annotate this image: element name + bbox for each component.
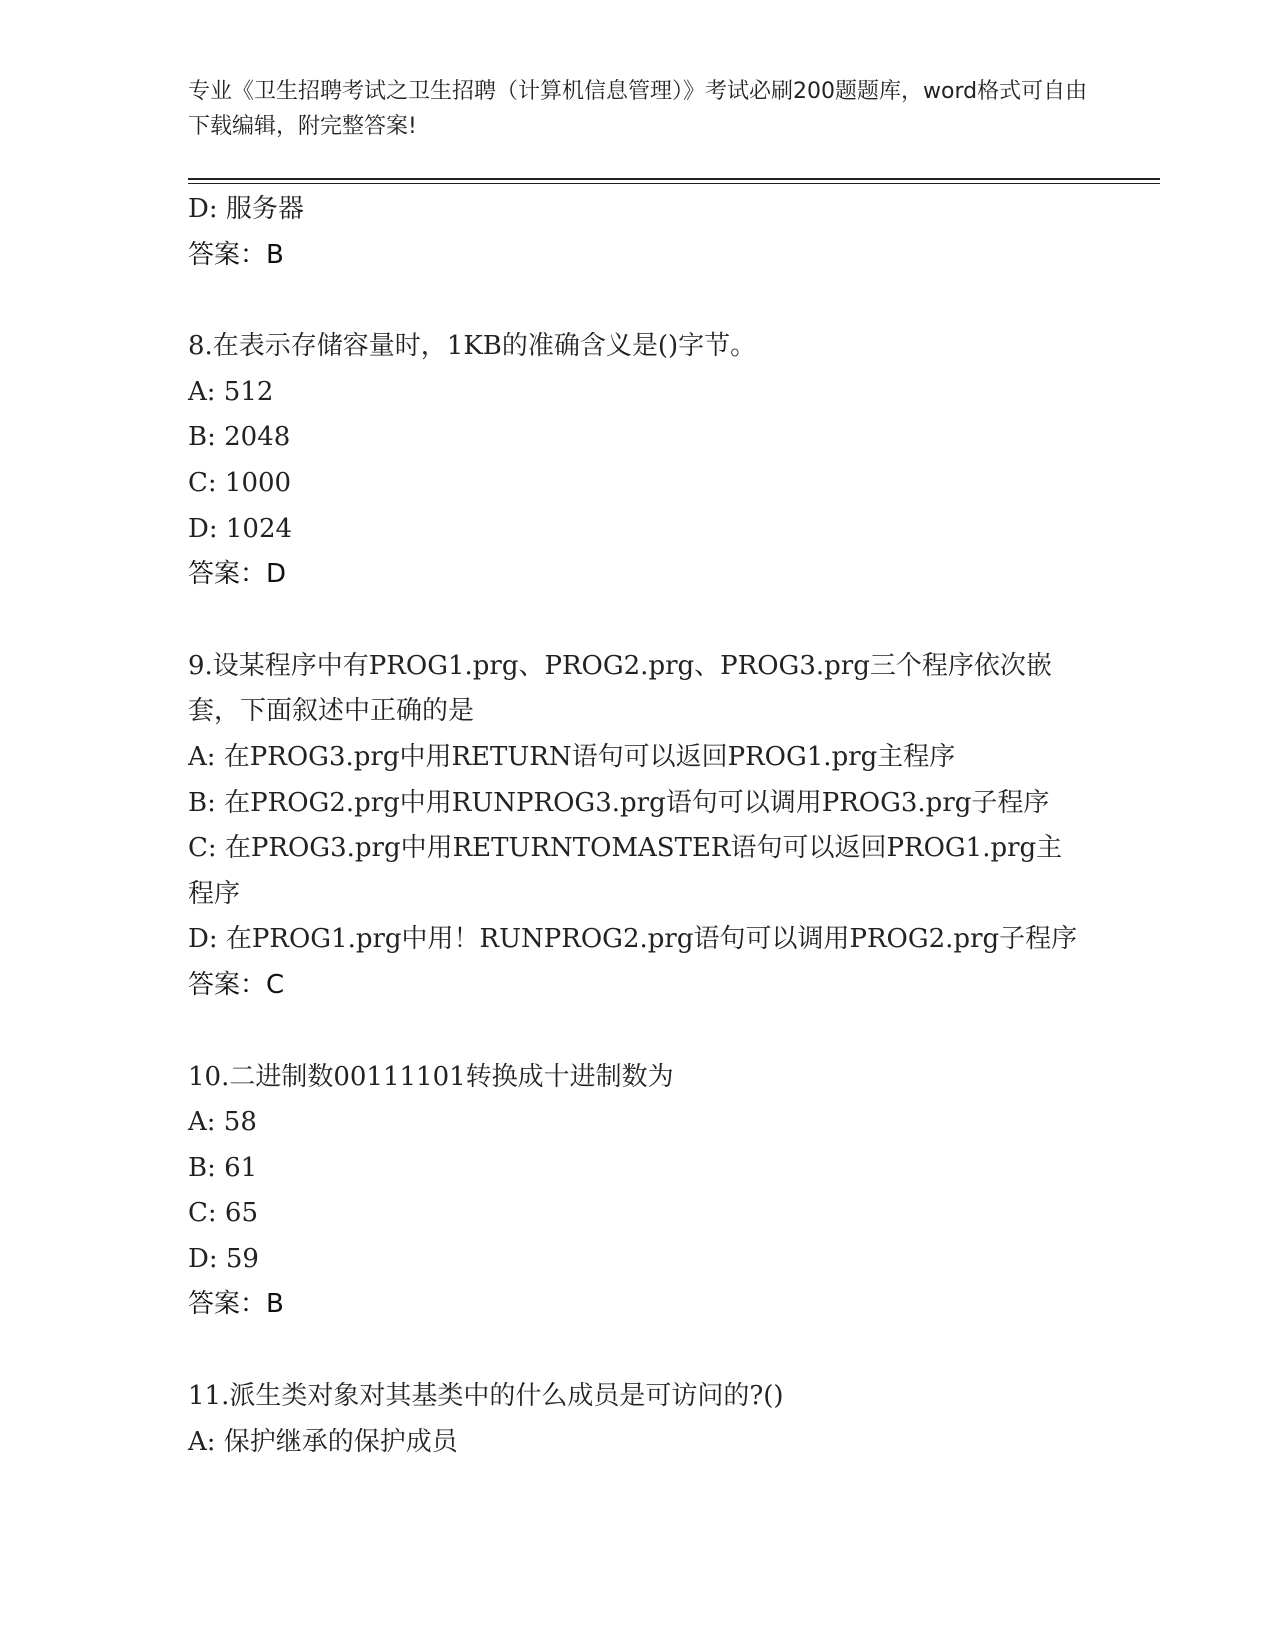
question-10-answer: 答案：B xyxy=(188,1289,284,1320)
question-10-option-d: D: 59 xyxy=(188,1243,259,1274)
question-8-option-c: C: 1000 xyxy=(188,467,292,498)
question-9-option-d: D: 在PROG1.prg中用！RUNPROG2.prg语句可以调用PROG2.prg子程序 xyxy=(188,924,1078,955)
spacer xyxy=(188,1009,1088,1055)
question-list xyxy=(188,187,1088,1465)
option-d: D: 服务器 xyxy=(188,194,304,224)
question-9-text: 9.设某程序中有PROG1.prg、PROG2.prg、PROG3.prg三个程序依次嵌套，下面叙述中正确的是 xyxy=(188,650,1052,727)
spacer xyxy=(188,598,1088,644)
question-8-option-d: D: 1024 xyxy=(188,513,293,544)
question-8-answer: 答案：D xyxy=(188,559,287,590)
spacer xyxy=(188,278,1088,324)
header-rule-thick xyxy=(188,178,1160,180)
question-8-option-b: B: 2048 xyxy=(188,422,291,453)
question-9-option-c: C: 在PROG3.prg中用RETURNTOMASTER语句可以返回PROG1.prg主程序 xyxy=(188,833,1063,909)
question-9-option-b: B: 在PROG2.prg中用RUNPROG3.prg语句可以调用PROG3.prg子程序 xyxy=(188,787,1050,818)
question-10-text: 10.二进制数00111101转换成十进制数为 xyxy=(188,1061,674,1092)
question-11-option-a: A: 保护继承的保护成员 xyxy=(188,1426,458,1457)
spacer xyxy=(188,1328,1088,1374)
answer-text: 答案：B xyxy=(188,239,284,270)
question-9-answer: 答案：C xyxy=(188,969,285,1000)
question-8-text: 8.在表示存储容量时，1KB的准确含义是()字节。 xyxy=(188,331,757,362)
question-8-option-a: A: 512 xyxy=(188,376,274,407)
header-rule-thin xyxy=(188,183,1160,184)
question-11-text: 11.派生类对象对其基类中的什么成员是可访问的?() xyxy=(188,1381,784,1412)
document-header: 专业《卫生招聘考试之卫生招聘（计算机信息管理）》考试必刷200题题库，word格式可自由下载编辑，附完整答案! xyxy=(188,79,1088,139)
question-10-option-b: B: 61 xyxy=(188,1152,258,1183)
question-9-option-a: A: 在PROG3.prg中用RETURN语句可以返回PROG1.prg主程序 xyxy=(188,741,956,772)
question-10-option-a: A: 58 xyxy=(188,1107,257,1138)
question-10-option-c: C: 65 xyxy=(188,1198,259,1229)
